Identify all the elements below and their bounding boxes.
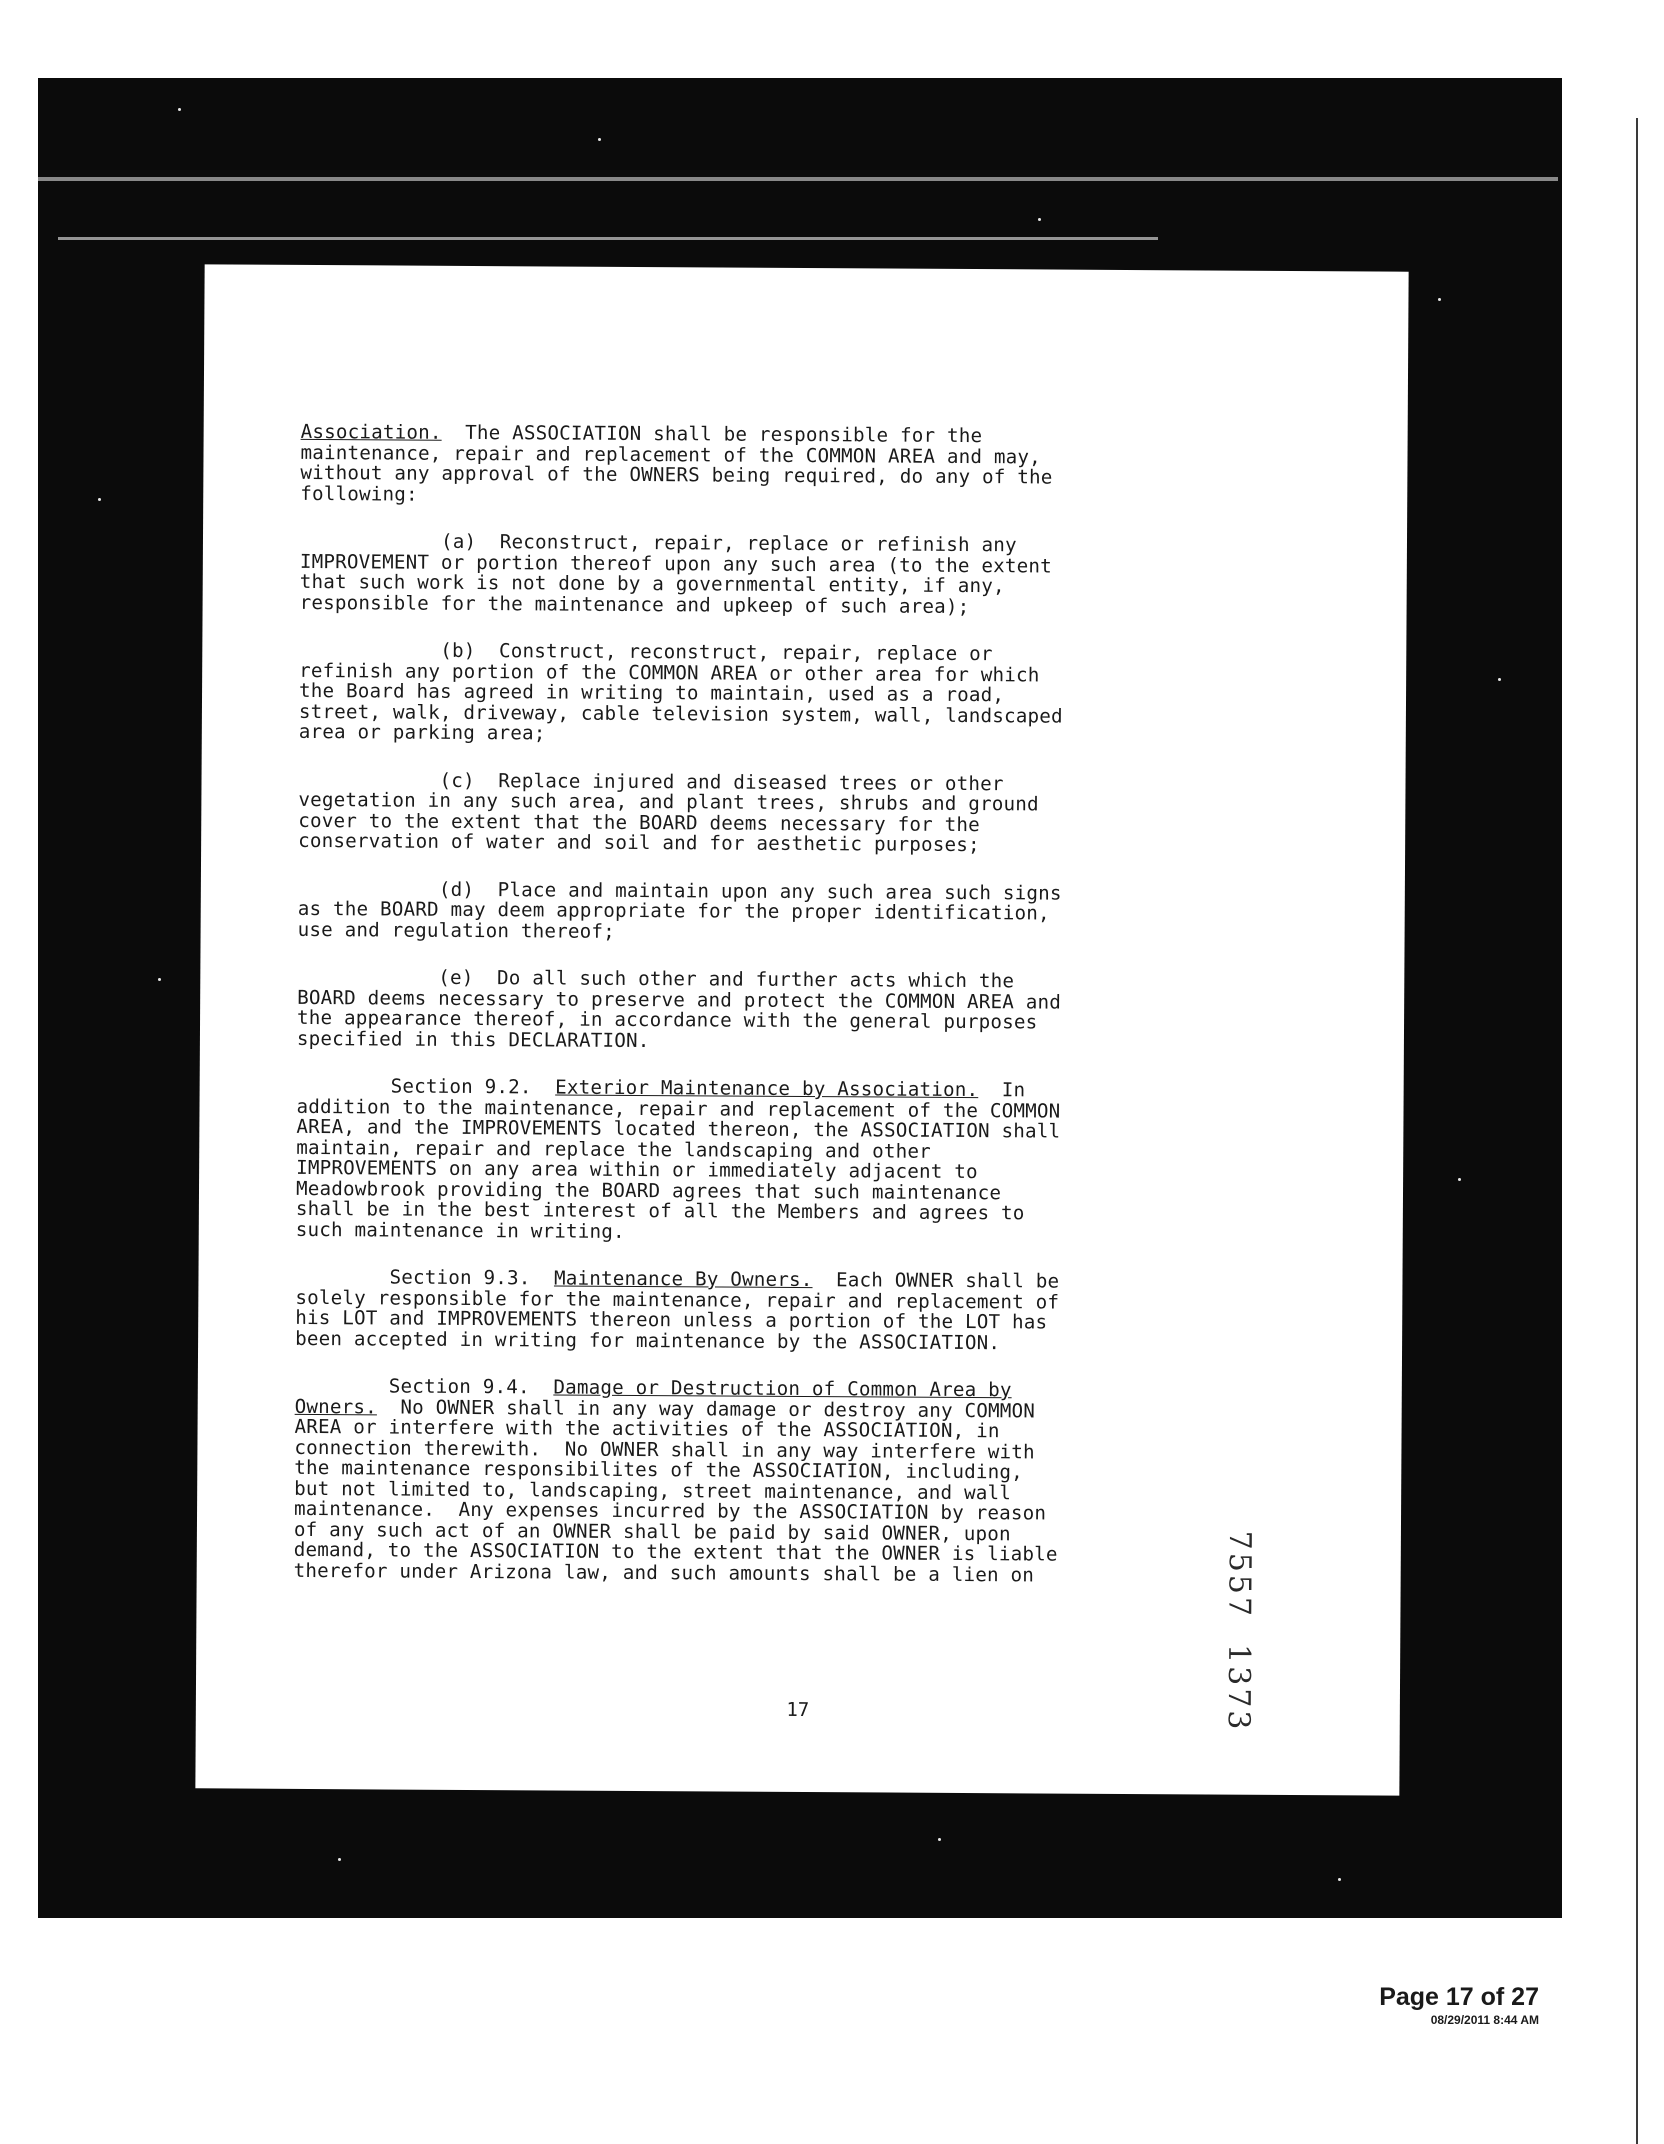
text-run: Section 9.4.	[294, 1373, 554, 1399]
text-run: been accepted in writing for maintenance by the ASSOCIATION.	[295, 1326, 1001, 1354]
text-run: without any approval of the OWNERS being required, do any of the	[300, 460, 1053, 489]
text-run: connection therewith. No OWNER shall in any way interfere with	[294, 1435, 1035, 1463]
text-run: IMPROVEMENTS on any area within or immediately adjacent to	[296, 1155, 978, 1184]
text-run: AREA, and the IMPROVEMENTS located thereon, the ASSOCIATION shall	[296, 1114, 1061, 1143]
right-margin-rule	[1636, 118, 1638, 2144]
underlined-heading: Exterior Maintenance by Association.	[555, 1075, 979, 1102]
text-line	[298, 919, 1233, 945]
text-run: Section 9.3.	[295, 1264, 555, 1290]
text-run: the maintenance responsibilites of the ASSOCIATION, including,	[294, 1455, 1024, 1484]
text-line	[295, 1328, 1230, 1354]
scan-speck	[178, 108, 181, 111]
scan-streak	[38, 177, 1558, 181]
scan-speck	[158, 978, 161, 981]
underlined-heading: Owners.	[294, 1394, 378, 1418]
paragraph	[295, 1264, 1230, 1355]
page-number: 17	[786, 1698, 810, 1722]
underlined-heading: Damage or Destruction of Common Area by	[553, 1375, 1012, 1402]
text-run: therefor under Arizona law, and such amounts shall be a lien on	[293, 1558, 1035, 1586]
text-run: cover to the extent that the BOARD deems necessary for the	[298, 808, 980, 836]
text-run: of any such act of an OWNER shall be paid by said OWNER, upon	[293, 1517, 1011, 1545]
text-run: IMPROVEMENT or portion thereof upon any such area (to the extent	[299, 549, 1053, 578]
text-run: responsible for the maintenance and upkeep of such area);	[299, 590, 970, 618]
print-timestamp: 08/29/2011 8:44 AM	[1430, 2013, 1539, 2027]
paragraph	[295, 1073, 1232, 1246]
scan-speck	[1458, 1178, 1461, 1181]
scan-speck	[1498, 678, 1501, 681]
scan-streak	[58, 237, 1158, 240]
text-run: The ASSOCIATION shall be responsible for the	[441, 420, 983, 448]
text-run: maintain, repair and replace the landscaping and other	[296, 1135, 931, 1163]
text-run: Meadowbrook providing the BOARD agrees that such maintenance	[295, 1176, 1002, 1204]
text-run: following:	[300, 481, 418, 506]
text-run: (a) Reconstruct, repair, replace or refinish any	[299, 528, 1017, 557]
scan-speck	[938, 1838, 941, 1841]
text-run: refinish any portion of the COMMON AREA or other area for which	[299, 658, 1040, 686]
paragraph	[300, 419, 1235, 510]
text-run: area or parking area;	[298, 719, 546, 745]
text-run: vegetation in any such area, and plant trees, shrubs and ground	[298, 787, 1039, 816]
text-run: as the BOARD may deem appropriate for the proper identification,	[297, 896, 1050, 925]
text-run: AREA or interfere with the activities of the ASSOCIATION, in	[294, 1414, 1000, 1443]
scan-speck	[598, 138, 601, 141]
text-run: specified in this DECLARATION.	[296, 1026, 650, 1052]
text-run: In	[978, 1078, 1026, 1102]
paragraph	[298, 769, 1233, 857]
paragraph	[293, 1373, 1230, 1587]
text-run: addition to the maintenance, repair and replacement of the COMMON	[296, 1094, 1061, 1123]
text-run: (b) Construct, reconstruct, repair, replace or	[299, 637, 993, 666]
text-line	[296, 1219, 1231, 1245]
scan-speck	[1438, 298, 1441, 301]
text-run: maintenance, repair and replacement of the COMMON AREA and may,	[300, 440, 1041, 468]
text-line	[298, 719, 1234, 748]
page-footer	[1379, 1982, 1539, 2028]
scan-speck	[1338, 1878, 1341, 1881]
paragraph	[296, 964, 1232, 1055]
underlined-heading: Association.	[300, 419, 442, 444]
text-line	[294, 1560, 1229, 1586]
text-run: Section 9.2.	[296, 1073, 556, 1099]
text-run: street, walk, driveway, cable television system, wall, landscaped	[298, 699, 1063, 728]
text-run: Each OWNER shall be	[812, 1268, 1060, 1293]
text-run: such maintenance in writing.	[295, 1217, 625, 1243]
recording-stamp: 7557 1373	[1220, 1530, 1257, 1733]
text-run: (d) Place and maintain upon any such area such signs	[297, 876, 1062, 905]
text-run: his LOT and IMPROVEMENTS thereon unless a portion of the LOT has	[295, 1305, 1048, 1334]
paragraph	[298, 878, 1233, 945]
scan-speck	[338, 1858, 341, 1861]
paragraph	[299, 528, 1235, 619]
document-page	[195, 264, 1408, 1795]
document-body	[293, 419, 1235, 1614]
text-run: BOARD deems necessary to preserve and protect the COMMON AREA and	[297, 985, 1062, 1014]
text-run: solely responsible for the maintenance, repair and replacement of	[295, 1285, 1060, 1314]
text-run: use and regulation thereof;	[297, 917, 615, 943]
text-run: the Board has agreed in writing to maintain, used as a road,	[298, 678, 1005, 707]
text-line	[297, 1028, 1232, 1054]
text-line	[300, 592, 1235, 618]
underlined-heading: Maintenance By Owners.	[553, 1266, 813, 1292]
text-run: No OWNER shall in any way damage or destroy any COMMON	[376, 1394, 1036, 1422]
text-line	[300, 483, 1235, 509]
scan-speck	[98, 498, 101, 501]
text-run: maintenance. Any expenses incurred by the ASSOCIATION by reason	[293, 1496, 1047, 1525]
paragraph	[298, 637, 1235, 748]
text-run: (e) Do all such other and further acts which the	[297, 964, 1015, 993]
text-run: the appearance thereof, in accordance with the general purposes	[296, 1005, 1038, 1034]
page-indicator: Page 17 of 27	[1379, 1983, 1539, 2011]
text-run: but not limited to, landscaping, street maintenance, and wall	[294, 1476, 1012, 1504]
text-run: conservation of water and soil and for aesthetic purposes;	[298, 828, 980, 857]
text-line	[298, 828, 1233, 857]
text-run: demand, to the ASSOCIATION to the extent that the OWNER is liable	[293, 1537, 1058, 1566]
text-run: shall be in the best interest of all the Members and agrees to	[295, 1196, 1025, 1225]
scan-speck	[1038, 218, 1041, 221]
text-run: (c) Replace injured and diseased trees or other	[298, 767, 1004, 795]
text-run: that such work is not done by a governmental entity, if any,	[299, 569, 1005, 598]
